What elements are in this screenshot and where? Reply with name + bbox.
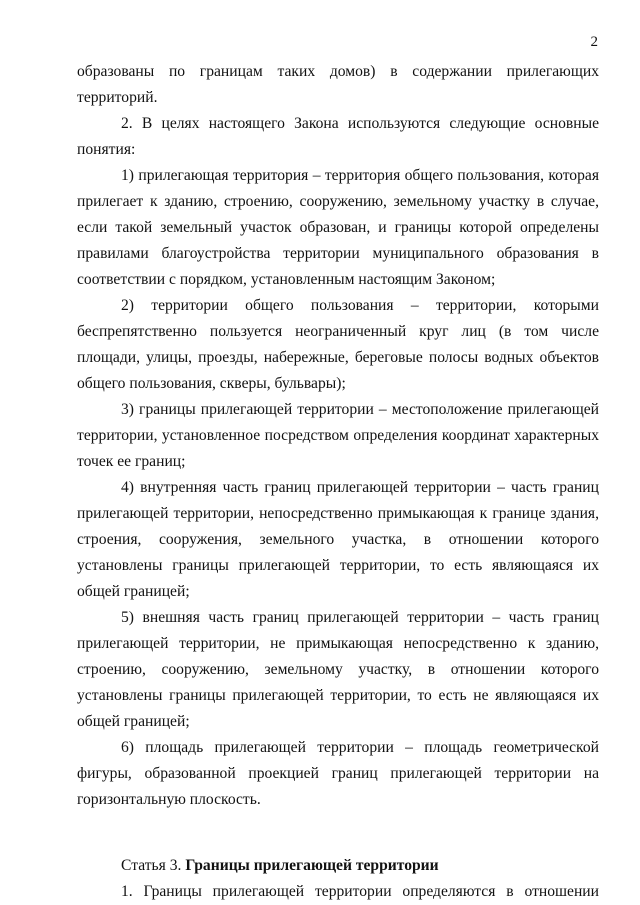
article-heading xyxy=(77,853,599,879)
article-prefix: Статья 3. xyxy=(121,857,186,874)
definition-2: 2) территории общего пользования – территории, которыми беспрепятственно пользуется неограниченный круг лиц (в том числе площади, улицы, проезды, набережные, береговые полосы водных объектов общего пользования, скверы, бульвары); xyxy=(77,297,599,392)
definition-3: 3) границы прилегающей территории – местоположение прилегающей территории, установленное посредством определения координат характерных точек ее границ; xyxy=(77,401,599,470)
paragraph-continuation: образованы по границам таких домов) в содержании прилегающих территорий. xyxy=(77,63,599,106)
definition-6: 6) площадь прилегающей территории – площадь геометрической фигуры, образованной проекцией границ прилегающей территории на горизонтальную плоскость. xyxy=(77,739,599,808)
article-title: Границы прилегающей территории xyxy=(185,857,439,874)
definition-1: 1) прилегающая территория – территория общего пользования, которая прилегает к зданию, строению, сооружению, земельному участку в случае, если такой земельный участок образован, и границы которой определены правилами благоустройства территории муниципального образования в соответствии с порядком, установленным настоящим Законом; xyxy=(77,167,599,288)
paragraph-item-2: 2. В целях настоящего Закона используются следующие основные понятия: xyxy=(77,115,599,158)
definition-4: 4) внутренняя часть границ прилегающей территории – часть границ прилегающей территории, непосредственно примыкающая к границе здания, строения, сооружения, земельного участка, в отношении которого установлены границы прилегающей территории, то есть являющаяся их общей границей; xyxy=(77,479,599,600)
article-first-line: 1. Границы прилегающей территории определяются в отношении xyxy=(121,883,599,900)
definition-5: 5) внешняя часть границ прилегающей территории – часть границ прилегающей территории, не примыкающая непосредственно к зданию, строению, сооружению, земельному участку, в отношении которого установлены границы прилегающей территории, то есть не являющаяся их общей границей; xyxy=(77,609,599,730)
document-body xyxy=(77,59,599,905)
page-number: 2 xyxy=(590,34,598,50)
